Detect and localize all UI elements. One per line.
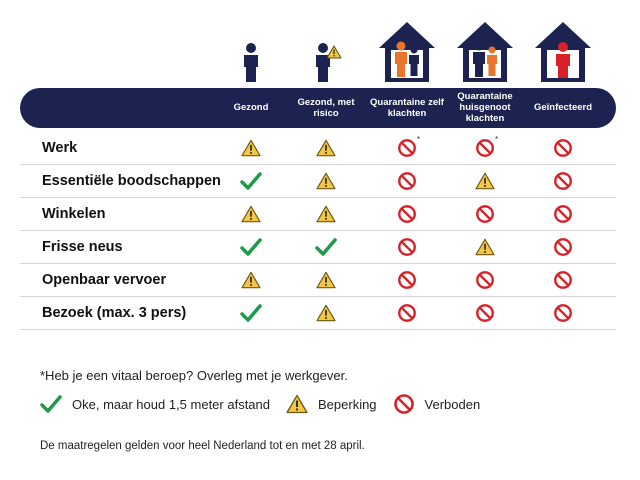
table-cell-q_huis: [447, 132, 523, 164]
table-row: [20, 297, 616, 330]
person-warning-icon: [288, 14, 364, 84]
table-cell-risico: [288, 198, 364, 230]
warning-icon: [241, 139, 261, 157]
house-infected-icon: [525, 14, 601, 84]
table-row: [20, 264, 616, 297]
table-cell-geinfecteerd: [525, 231, 601, 263]
legend-warning: [286, 394, 377, 414]
forbidden-icon: [475, 270, 495, 290]
row-label: Openbaar vervoer: [42, 272, 167, 288]
legend-forbidden-label: Verboden: [424, 396, 481, 412]
forbidden-icon: [553, 303, 573, 323]
table-cell-q_huis: [447, 231, 523, 263]
house-housemate-sick-icon: [447, 14, 523, 84]
legend-forbidden: [393, 393, 481, 415]
forbidden-icon: [397, 270, 417, 290]
forbidden-icon: [397, 303, 417, 323]
forbidden-icon: [475, 138, 495, 158]
forbidden-icon: [397, 138, 417, 158]
table-cell-geinfecteerd: [525, 198, 601, 230]
row-label: Essentiële boodschappen: [42, 173, 221, 189]
warning-icon: [316, 205, 336, 223]
table-cell-q_zelf: [369, 297, 445, 329]
warning-icon: [316, 139, 336, 157]
forbidden-icon: [553, 270, 573, 290]
warning-icon: [241, 271, 261, 289]
check-icon: [240, 303, 262, 323]
warning-icon: [316, 172, 336, 190]
forbidden-icon: [397, 204, 417, 224]
table-cell-q_zelf: [369, 231, 445, 263]
table-cell-risico: [288, 231, 364, 263]
footnote-marker: *: [495, 135, 499, 144]
table-row: [20, 132, 616, 165]
forbidden-icon: [397, 237, 417, 257]
person-icon: [213, 14, 289, 84]
table-cell-gezond: [213, 297, 289, 329]
table-cell-q_zelf: [369, 165, 445, 197]
footnote: *Heb je een vitaal beroep? Overleg met je werkgever.: [40, 368, 348, 383]
forbidden-icon: [393, 393, 415, 415]
table-cell-q_huis: [447, 198, 523, 230]
table-cell-q_huis: [447, 297, 523, 329]
table-cell-gezond: [213, 264, 289, 296]
legend-ok-label: Oke, maar houd 1,5 meter afstand: [72, 396, 270, 412]
table-cell-q_zelf: [369, 132, 445, 164]
table-row: [20, 165, 616, 198]
legend-warning-label: Beperking: [318, 396, 377, 412]
forbidden-icon: [475, 303, 495, 323]
row-label: Frisse neus: [42, 239, 123, 255]
row-label: Bezoek (max. 3 pers): [42, 305, 187, 321]
warning-icon: [316, 271, 336, 289]
forbidden-icon: [553, 138, 573, 158]
row-label: Winkelen: [42, 206, 106, 222]
check-icon: [315, 237, 337, 257]
warning-icon: [286, 394, 308, 414]
table-cell-gezond: [213, 198, 289, 230]
warning-icon: [475, 172, 495, 190]
warning-icon: [316, 304, 336, 322]
table-cell-geinfecteerd: [525, 264, 601, 296]
table-cell-geinfecteerd: [525, 165, 601, 197]
warning-icon: [475, 238, 495, 256]
table-cell-q_zelf: [369, 264, 445, 296]
forbidden-icon: [553, 171, 573, 191]
table-cell-q_huis: [447, 264, 523, 296]
forbidden-icon: [475, 204, 495, 224]
table-cell-gezond: [213, 132, 289, 164]
table-cell-q_huis: [447, 165, 523, 197]
legend: [40, 392, 496, 416]
table-row: [20, 231, 616, 264]
table-header-bar: [20, 88, 616, 128]
table-cell-risico: [288, 297, 364, 329]
forbidden-icon: [397, 171, 417, 191]
warning-icon: [241, 205, 261, 223]
check-icon: [240, 171, 262, 191]
table-cell-gezond: [213, 231, 289, 263]
column-header-gezond: Gezond: [233, 102, 269, 113]
legend-ok: [40, 394, 270, 414]
table-cell-risico: [288, 165, 364, 197]
column-header-quarantaine-huisgenoot: Quarantaine huisgenoot klachten: [457, 91, 513, 124]
table-cell-geinfecteerd: [525, 297, 601, 329]
column-header-quarantaine-zelf: Quarantaine zelf klachten: [370, 97, 444, 119]
column-icons-row: [0, 14, 640, 84]
table-cell-gezond: [213, 165, 289, 197]
footer-note: De maatregelen gelden voor heel Nederland tot en met 28 april.: [40, 440, 365, 452]
check-icon: [240, 237, 262, 257]
check-icon: [40, 394, 62, 414]
footnote-marker: *: [417, 135, 421, 144]
table-row: [20, 198, 616, 231]
column-header-risico: Gezond, met risico: [297, 97, 355, 119]
table-cell-q_zelf: [369, 198, 445, 230]
table-cell-risico: [288, 264, 364, 296]
table-cell-geinfecteerd: [525, 132, 601, 164]
column-header-geinfecteerd: Geïnfecteerd: [533, 102, 593, 113]
forbidden-icon: [553, 204, 573, 224]
table-cell-risico: [288, 132, 364, 164]
forbidden-icon: [553, 237, 573, 257]
house-person-sick-icon: [369, 14, 445, 84]
row-label: Werk: [42, 140, 78, 156]
